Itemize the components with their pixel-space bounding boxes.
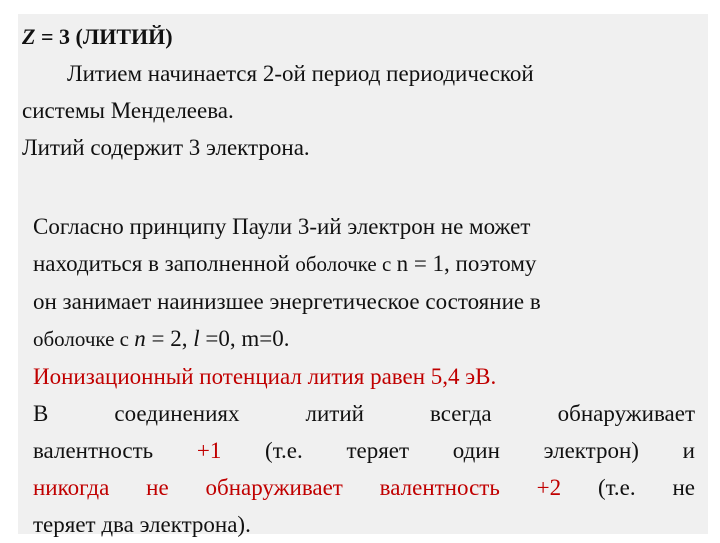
- pauli-line-2a: находиться в заполненной: [33, 251, 296, 276]
- valence-line-2c: (т.е. теряет один электрон) и: [221, 438, 695, 463]
- intro-line-2: системы Менделеева.: [22, 98, 234, 123]
- pauli-line-4b: = 2,: [145, 326, 194, 351]
- pauli-line-4c: =0, m=0.: [199, 326, 290, 351]
- pauli-line-2c: n = 1, поэтому: [396, 251, 537, 276]
- pauli-n-symbol: n: [134, 326, 146, 351]
- intro-block: [22, 18, 704, 166]
- intro-line-1: Литием начинается 2-ой период периодической: [67, 61, 534, 86]
- intro-line-3: Литий содержит 3 электрона.: [22, 135, 310, 160]
- valence-line-2a: валентность: [33, 438, 197, 463]
- valence-line-4: теряет два электрона).: [33, 512, 251, 537]
- pauli-line-1: Согласно принципу Паули 3-ий электрон не может: [33, 214, 531, 239]
- valence-line-3: [33, 469, 695, 506]
- valence-never-text: никогда не обнаруживает валентность +2: [33, 475, 562, 500]
- pauli-line-2b: оболочке с: [295, 252, 397, 276]
- pauli-line-2: [33, 245, 695, 283]
- pauli-line-3: он занимает наинизшее энергетическое состояние в: [33, 289, 541, 314]
- valence-line-2: [33, 432, 695, 469]
- title-rest: = 3 (ЛИТИЙ): [35, 24, 173, 49]
- valence-plus-one: +1: [196, 438, 222, 463]
- pauli-line-4: [33, 320, 695, 358]
- slide-title: [22, 18, 704, 55]
- title-z: Z: [22, 24, 36, 49]
- valence-line-3b: (т.е. не: [561, 475, 695, 500]
- body-block: [33, 208, 695, 543]
- pauli-line-4a: оболочке с: [33, 327, 135, 351]
- valence-line-1: В соединениях литий всегда обнаруживает: [33, 401, 695, 426]
- pauli-l-symbol: l: [193, 326, 200, 351]
- ionization-line: Ионизационный потенциал лития равен 5,4 эВ.: [33, 364, 497, 389]
